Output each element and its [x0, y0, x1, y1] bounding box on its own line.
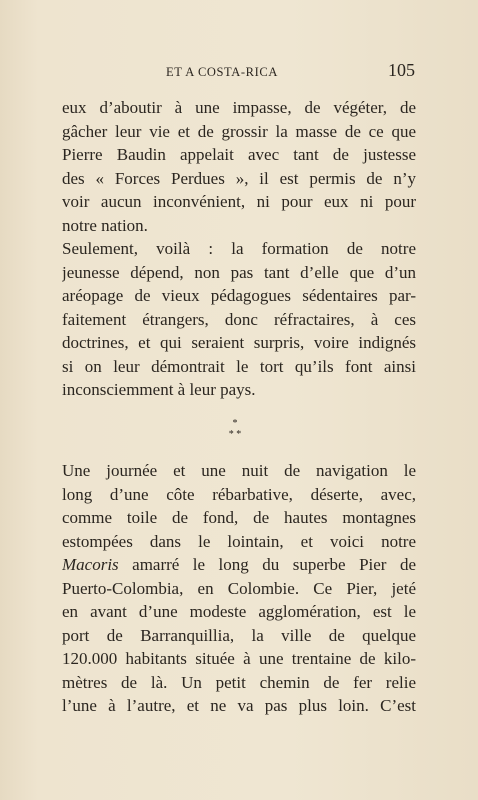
text-line: l’une à l’autre, et ne va pas plus loin. C’est — [62, 696, 416, 715]
text-line: aréopage de vieux pédagogues sédentaires par- — [62, 286, 416, 305]
ship-line-rest: amarré le long du superbe Pier de — [118, 555, 416, 574]
asterism-bottom: * * — [228, 429, 242, 440]
text-line: estompées dans le lointain, et voici notre — [62, 531, 416, 551]
text-line: 120.000 habitants située à une trentaine de kilo- — [62, 649, 416, 668]
text-line: faitement étrangers, donc réfractaires, à ces — [62, 309, 416, 329]
body-text — [62, 96, 416, 402]
asterism-top: * — [232, 418, 238, 429]
text-line: Pierre Baudin appelait avec tant de justesse — [62, 145, 416, 164]
text-line: gâcher leur vie et de grossir la masse de ce que — [62, 121, 416, 141]
running-header — [62, 60, 415, 84]
ship-name: Macoris — [62, 555, 119, 574]
text-line: doctrines, et qui seraient surpris, voire indignés — [62, 333, 416, 352]
paragraph-2 — [62, 237, 416, 402]
text-line: en avant d’une modeste agglomération, est le — [62, 602, 416, 621]
text-line: si on leur démontrait le tort qu’ils font ainsi — [62, 356, 416, 376]
paragraph-3 — [62, 459, 416, 718]
text-line: voir aucun inconvénient, ni pour eux ni pour — [62, 192, 416, 211]
text-line: Une journée et une nuit de navigation le — [62, 461, 416, 480]
text-line: jeunesse dépend, non pas tant d’elle que d’un — [62, 262, 416, 282]
text-line: mètres de là. Un petit chemin de fer relie — [62, 672, 416, 692]
text-line: comme toile de fond, de hautes montagnes — [62, 508, 416, 527]
text-line-ship — [62, 553, 416, 577]
running-title: ET A COSTA-RICA — [166, 65, 278, 79]
text-line: des « Forces Perdues », il est permis de n’y — [62, 168, 416, 188]
text-line: Puerto-Colombia, en Colombie. Ce Pier, jeté — [62, 578, 416, 598]
text-line: Seulement, voilà : la formation de notre — [62, 239, 416, 258]
text-line: eux d’aboutir à une impasse, de végéter, de — [62, 98, 416, 117]
text-line: inconsciemment à leur pays. — [62, 380, 256, 399]
section-separator — [200, 418, 270, 448]
text-line: port de Barranquillia, la ville de quelque — [62, 625, 416, 645]
page-number: 105 — [388, 60, 415, 80]
text-line: notre nation. — [62, 215, 148, 235]
paragraph-1 — [62, 96, 416, 237]
text-line: long d’une côte rébarbative, déserte, avec, — [62, 484, 416, 504]
